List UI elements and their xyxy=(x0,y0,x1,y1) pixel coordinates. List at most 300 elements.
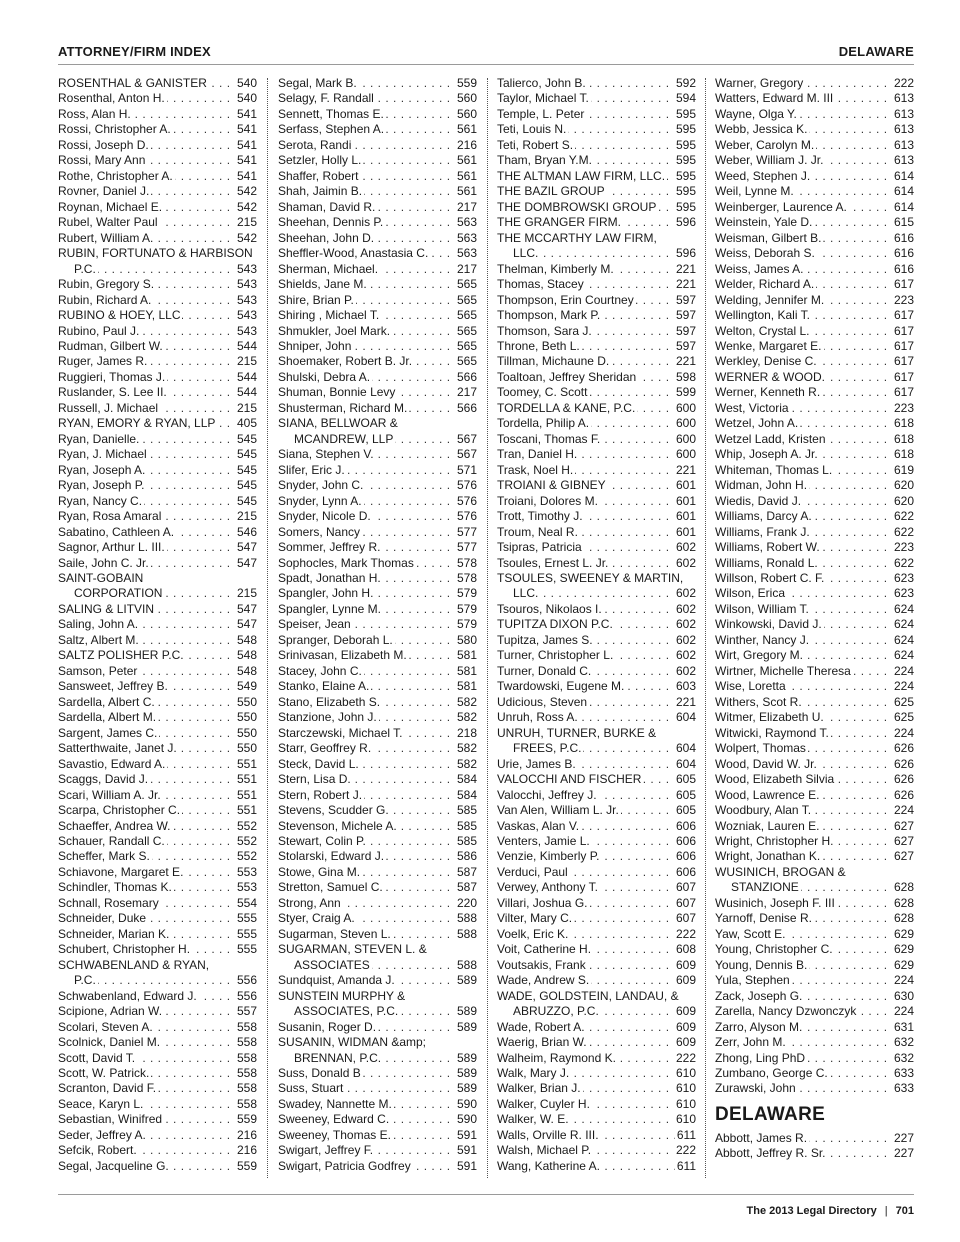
index-entry xyxy=(497,447,696,462)
index-entry xyxy=(278,757,477,772)
entry-page-number: 597 xyxy=(675,308,696,323)
entry-name: Wright, Christopher H. xyxy=(715,833,834,848)
entry-page-number: 606 xyxy=(675,849,696,864)
index-entry xyxy=(715,246,914,261)
entry-page-number: 611 xyxy=(676,1127,696,1142)
entry-name: Ross, Alan H. xyxy=(58,106,131,121)
entry-page-number: 560 xyxy=(456,91,477,106)
entry-name: Valocchi, Jeffrey J. xyxy=(497,787,597,802)
entry-page-number: 224 xyxy=(893,663,914,678)
index-entry xyxy=(58,695,257,710)
entry-page-number: 552 xyxy=(236,849,257,864)
entry-name: Thomas, Stacey xyxy=(497,277,584,292)
index-entry xyxy=(58,91,257,106)
entry-name: STANZIONE xyxy=(715,880,801,894)
entry-page-number: 215 xyxy=(236,586,257,601)
entry-page-number: 595 xyxy=(675,199,696,214)
index-entry xyxy=(278,277,477,292)
entry-page-number: 558 xyxy=(236,1019,257,1034)
entry-page-number: 600 xyxy=(675,447,696,462)
entry-page-number: 627 xyxy=(893,849,914,864)
index-entry xyxy=(278,648,477,663)
index-entry xyxy=(278,169,477,184)
index-entry xyxy=(497,695,696,710)
entry-name: Wise, Loretta xyxy=(715,679,786,694)
entry-page-number: 590 xyxy=(456,1096,477,1111)
entry-name: Spangler, John H. xyxy=(278,586,374,601)
entry-name: Wright, Jonathan K. xyxy=(715,849,821,864)
entry-name: Ryan, Rosa Amaral xyxy=(58,509,162,524)
index-entry xyxy=(278,1097,477,1112)
entry-name: Weber, William J. Jr. xyxy=(715,153,824,168)
index-entry xyxy=(715,1004,914,1019)
entry-name: Sweeney, Edward C. xyxy=(278,1112,390,1127)
index-entry xyxy=(497,525,696,540)
entry-name: Starr, Geoffrey R. xyxy=(278,741,372,756)
entry-name: Wayne, Olga Y. xyxy=(715,106,797,121)
index-entry xyxy=(278,849,477,864)
entry-page-number: 616 xyxy=(893,261,914,276)
entry-name: Rudman, Gilbert W. xyxy=(58,338,163,353)
index-entry xyxy=(278,695,477,710)
entry-name: TSOULES, SWEENEY & MARTIN, xyxy=(497,571,684,585)
index-title: ATTORNEY/FIRM INDEX xyxy=(58,44,211,59)
entry-page-number: 622 xyxy=(893,509,914,524)
entry-name: Slifer, Eric J. xyxy=(278,462,345,477)
index-entry xyxy=(497,896,696,911)
entry-name: BRENNAN, P.C. xyxy=(278,1051,383,1065)
entry-name: Weiss, Deborah S. xyxy=(715,246,815,261)
entry-page-number: 222 xyxy=(893,76,914,90)
entry-name: SAINT-GOBAIN xyxy=(58,571,144,585)
entry-name: Thomson, Sara J. xyxy=(497,323,592,338)
entry-name: Srinivasan, Elizabeth M. xyxy=(278,648,407,663)
entry-name: Sundquist, Amanda J. xyxy=(278,973,395,988)
entry-page-number: 224 xyxy=(893,1004,914,1019)
entry-name: Scarpa, Christopher C. xyxy=(58,803,181,818)
index-entry xyxy=(58,942,257,957)
entry-page-number: 577 xyxy=(456,540,477,555)
entry-name: Warner, Gregory xyxy=(715,76,804,90)
entry-name: Saile, John C. Jr. xyxy=(58,555,149,570)
entry-name: Segal, Mark B. xyxy=(278,76,357,90)
entry-name: Roynan, Michael E. xyxy=(58,199,163,214)
index-entry xyxy=(715,138,914,153)
index-entry xyxy=(278,416,477,431)
entry-name: Throne, Beth L. xyxy=(497,338,580,353)
index-entry xyxy=(58,710,257,725)
entry-page-number: 626 xyxy=(893,787,914,802)
entry-name: Scheffer, Mark S. xyxy=(58,849,150,864)
entry-name: Speiser, Jean xyxy=(278,617,351,632)
entry-page-number: 614 xyxy=(893,199,914,214)
entry-name: Stowe, Gina M. xyxy=(278,864,361,879)
index-entry xyxy=(497,664,696,679)
entry-name: ASSOCIATES xyxy=(278,958,372,972)
entry-page-number: 581 xyxy=(456,648,477,663)
index-entry xyxy=(497,880,696,895)
index-entry xyxy=(278,989,477,1004)
entry-name: Young, Christopher C. xyxy=(715,942,833,957)
entry-page-number: 549 xyxy=(236,679,257,694)
entry-page-number: 585 xyxy=(456,818,477,833)
entry-page-number: 605 xyxy=(675,803,696,818)
index-entry xyxy=(278,432,477,447)
entry-page-number: 582 xyxy=(456,694,477,709)
entry-name: Scari, William A. Jr. xyxy=(58,787,161,802)
entry-page-number: 601 xyxy=(675,478,696,493)
entry-page-number: 622 xyxy=(893,524,914,539)
entry-page-number: 589 xyxy=(456,1066,477,1080)
entry-name: Sheehan, John D. xyxy=(278,230,375,245)
entry-page-number: 544 xyxy=(236,338,257,353)
entry-name: LLC. xyxy=(497,586,540,600)
entry-name: Wetzel, John A. xyxy=(715,416,799,431)
entry-page-number: 566 xyxy=(456,369,477,384)
entry-name: RYAN, EMORY & RYAN, LLP xyxy=(58,416,216,431)
entry-name: Somers, Nancy xyxy=(278,524,361,539)
entry-page-number: 613 xyxy=(893,106,914,121)
entry-page-number: 556 xyxy=(236,973,257,988)
entry-name: VALOCCHI AND FISCHER xyxy=(497,772,642,787)
entry-name: Williams, Robert W. xyxy=(715,540,820,555)
entry-page-number: 551 xyxy=(236,803,257,818)
entry-page-number: 609 xyxy=(675,1019,696,1034)
entry-name: Yaw, Scott E. xyxy=(715,926,786,941)
index-entry xyxy=(278,76,477,91)
entry-name: Williams, Darcy A. xyxy=(715,509,812,524)
entry-name: Welder, Richard A. xyxy=(715,277,815,292)
entry-page-number: 629 xyxy=(893,942,914,957)
index-entry xyxy=(497,370,696,385)
index-entry xyxy=(497,834,696,849)
entry-name: Williams, Ronald L. xyxy=(715,555,818,570)
entry-name: Temple, L. Peter xyxy=(497,106,585,121)
index-entry xyxy=(278,679,477,694)
entry-page-number: 217 xyxy=(456,261,477,276)
entry-page-number: 623 xyxy=(893,571,914,585)
index-entry xyxy=(715,494,914,509)
index-entry xyxy=(278,1035,477,1050)
entry-name: Schnall, Rosemary xyxy=(58,895,159,910)
entry-name: Waerig, Brian W. xyxy=(497,1035,587,1050)
index-entry xyxy=(278,401,477,416)
entry-page-number: 576 xyxy=(456,509,477,524)
entry-name: Swigart, Jeffrey F. xyxy=(278,1143,374,1158)
entry-page-number: 626 xyxy=(893,772,914,787)
index-entry xyxy=(278,339,477,354)
entry-page-number: 215 xyxy=(236,354,257,369)
entry-page-number: 595 xyxy=(675,122,696,137)
index-entry xyxy=(715,215,914,230)
index-entry xyxy=(715,91,914,106)
entry-name: Zerr, John M. xyxy=(715,1035,786,1050)
index-entry xyxy=(497,308,696,323)
entry-page-number: 614 xyxy=(893,184,914,199)
index-entry xyxy=(497,958,696,973)
index-entry xyxy=(497,865,696,880)
entry-page-number: 223 xyxy=(893,292,914,307)
entry-name: Saling, John A. xyxy=(58,617,139,632)
index-entry xyxy=(58,1159,257,1174)
entry-page-number: 624 xyxy=(893,648,914,663)
index-entry xyxy=(497,633,696,648)
index-entry xyxy=(278,834,477,849)
index-entry xyxy=(58,1051,257,1066)
index-entry xyxy=(278,1066,477,1081)
index-entry xyxy=(278,1112,477,1127)
index-entry xyxy=(58,308,257,323)
entry-name: Stolarski, Edward J. xyxy=(278,849,385,864)
entry-page-number: 589 xyxy=(456,973,477,988)
entry-name: SALING & LITVIN xyxy=(58,601,155,616)
index-entry xyxy=(58,741,257,756)
index-entry xyxy=(278,1143,477,1158)
entry-name: Sheehan, Dennis P. xyxy=(278,215,384,230)
entry-page-number: 607 xyxy=(675,880,696,895)
entry-name: Troum, Neal R. xyxy=(497,524,578,539)
index-entry xyxy=(715,385,914,400)
index-entry xyxy=(58,927,257,942)
index-entry xyxy=(58,880,257,895)
entry-page-number: 587 xyxy=(456,880,477,895)
index-entry xyxy=(278,942,477,957)
index-entry xyxy=(715,648,914,663)
entry-page-number: 555 xyxy=(236,926,257,941)
entry-page-number: 610 xyxy=(675,1096,696,1111)
index-entry xyxy=(58,726,257,741)
entry-name: SALTZ POLISHER P.C. xyxy=(58,648,184,663)
index-entry xyxy=(715,370,914,385)
entry-page-number: 541 xyxy=(236,153,257,168)
entry-name: Teti, Louis N. xyxy=(497,122,567,137)
index-entry xyxy=(715,339,914,354)
index-entry xyxy=(58,803,257,818)
entry-page-number: 557 xyxy=(236,1004,257,1019)
entry-page-number: 610 xyxy=(675,1081,696,1096)
entry-page-number: 589 xyxy=(456,1050,477,1065)
entry-page-number: 585 xyxy=(456,803,477,818)
entry-name: Rossi, Mary Ann xyxy=(58,153,146,168)
entry-name: Verduci, Paul xyxy=(497,864,568,879)
index-entry xyxy=(497,648,696,663)
entry-name: Steck, David L. xyxy=(278,756,359,771)
entry-name: Verwey, Anthony T. xyxy=(497,880,598,895)
entry-name: WUSINICH, BROGAN & xyxy=(715,864,846,879)
index-entry xyxy=(278,664,477,679)
entry-name: Serfass, Stephen A. xyxy=(278,122,385,137)
entry-name: Sansweet, Jeffrey B. xyxy=(58,679,168,694)
index-entry xyxy=(58,648,257,663)
index-entry xyxy=(715,200,914,215)
entry-page-number: 543 xyxy=(236,292,257,307)
entry-name: THE BAZIL GROUP xyxy=(497,184,605,199)
entry-name: Urie, James B. xyxy=(497,756,576,771)
entry-name: RUBINO & HOEY, LLC xyxy=(58,308,181,323)
entry-name: Sommer, Jeffrey R. xyxy=(278,540,381,555)
entry-name: Troiani, Dolores M. xyxy=(497,493,598,508)
entry-name: Sherman, Michael. xyxy=(278,261,379,276)
entry-page-number: 220 xyxy=(456,895,477,910)
entry-page-number: 548 xyxy=(236,663,257,678)
entry-name: ROSENTHAL & GANISTER xyxy=(58,76,207,90)
index-entry xyxy=(715,122,914,137)
index-entry xyxy=(58,1066,257,1081)
entry-name: Werner, Kenneth R. xyxy=(715,385,821,400)
entry-name: Thompson, Mark P. xyxy=(497,308,601,323)
entry-page-number: 223 xyxy=(893,540,914,555)
index-entry xyxy=(497,231,696,246)
entry-name: Snyder, Nicole D. xyxy=(278,509,371,524)
entry-name: Turner, Christopher L. xyxy=(497,648,614,663)
entry-page-number: 556 xyxy=(236,988,257,1003)
index-entry xyxy=(497,989,696,1004)
entry-name: Setzler, Holly L. xyxy=(278,153,362,168)
index-entry xyxy=(278,1081,477,1096)
entry-page-number: 628 xyxy=(893,911,914,926)
entry-page-number: 606 xyxy=(675,864,696,879)
entry-page-number: 542 xyxy=(236,184,257,199)
index-entry xyxy=(58,1020,257,1035)
entry-name: Zarella, Nancy Dzwonczyk xyxy=(715,1004,857,1019)
entry-name: Yarnoff, Denise R. xyxy=(715,911,812,926)
entry-name: Witmer, Elizabeth U. xyxy=(715,710,824,725)
entry-name: Ruggieri, Thomas J. xyxy=(58,369,166,384)
index-entry xyxy=(278,385,477,400)
entry-page-number: 582 xyxy=(456,710,477,725)
entry-name: Styer, Craig A. xyxy=(278,911,355,926)
index-entry xyxy=(58,447,257,462)
entry-page-number: 617 xyxy=(893,369,914,384)
index-entry xyxy=(58,679,257,694)
entry-page-number: 543 xyxy=(236,277,257,292)
index-entry xyxy=(497,556,696,571)
index-entry xyxy=(497,927,696,942)
entry-page-number: 617 xyxy=(893,385,914,400)
entry-page-number: 617 xyxy=(893,323,914,338)
index-entry xyxy=(497,246,696,261)
entry-page-number: 603 xyxy=(675,679,696,694)
entry-name: Shuman, Bonnie Levy xyxy=(278,385,396,400)
entry-page-number: 595 xyxy=(675,184,696,199)
entry-name: THE GRANGER FIRM. xyxy=(497,215,622,230)
index-entry xyxy=(58,138,257,153)
entry-name: Ryan, J. Michael xyxy=(58,447,147,462)
entry-page-number: 605 xyxy=(675,787,696,802)
index-entry xyxy=(715,293,914,308)
entry-page-number: 224 xyxy=(893,725,914,740)
entry-name: Walker, Brian J. xyxy=(497,1081,581,1096)
entry-page-number: 580 xyxy=(456,632,477,647)
entry-name: Suss, Stuart xyxy=(278,1081,344,1096)
index-entry xyxy=(58,602,257,617)
entry-name: Starczewski, Michael T. xyxy=(278,725,403,740)
index-entry xyxy=(715,277,914,292)
index-entry xyxy=(715,324,914,339)
entry-name: Whiteman, Thomas L. xyxy=(715,462,833,477)
entry-page-number: 631 xyxy=(893,1019,914,1034)
entry-name: Shaman, David R. xyxy=(278,199,376,214)
index-entry xyxy=(497,478,696,493)
entry-name: Tsipras, Patricia xyxy=(497,540,582,555)
index-entry xyxy=(715,525,914,540)
entry-name: Taylor, Michael T. xyxy=(497,91,589,106)
entry-page-number: 553 xyxy=(236,864,257,879)
index-entry xyxy=(497,169,696,184)
index-entry xyxy=(58,153,257,168)
entry-page-number: 540 xyxy=(236,76,257,90)
entry-page-number: 559 xyxy=(456,76,477,90)
index-entry xyxy=(715,1051,914,1066)
entry-page-number: 609 xyxy=(675,1004,696,1019)
index-entry xyxy=(715,602,914,617)
index-entry xyxy=(278,927,477,942)
index-entry xyxy=(58,633,257,648)
entry-name: Shusterman, Richard M. xyxy=(278,400,408,415)
entry-name: Zurawski, John xyxy=(715,1081,796,1096)
entry-page-number: 565 xyxy=(456,338,477,353)
entry-name: ABRUZZO, P.C. xyxy=(497,1004,601,1018)
index-entry xyxy=(278,525,477,540)
index-entry xyxy=(58,586,257,601)
index-entry xyxy=(278,509,477,524)
entry-name: Satterthwaite, Janet J. xyxy=(58,741,177,756)
index-entry xyxy=(278,726,477,741)
entry-name: Snyder, John C. xyxy=(278,478,364,493)
entry-page-number: 602 xyxy=(675,663,696,678)
entry-page-number: 608 xyxy=(675,942,696,957)
entry-page-number: 620 xyxy=(893,493,914,508)
entry-name: Schindler, Thomas K. xyxy=(58,880,172,895)
entry-page-number: 224 xyxy=(893,973,914,988)
index-entry xyxy=(497,1020,696,1035)
entry-page-number: 565 xyxy=(456,354,477,369)
index-entry xyxy=(58,478,257,493)
entry-name: Stevenson, Michele A. xyxy=(278,818,397,833)
entry-page-number: 607 xyxy=(675,895,696,910)
entry-name: Winkowski, David J. xyxy=(715,617,822,632)
index-entry xyxy=(715,76,914,91)
entry-name: Scolari, Steven A. xyxy=(58,1019,153,1034)
entry-page-number: 628 xyxy=(893,895,914,910)
entry-name: Wusinich, Joseph F. III xyxy=(715,895,835,910)
entry-name: Zumbano, George C. xyxy=(715,1066,828,1080)
entry-page-number: 541 xyxy=(236,137,257,152)
entry-page-number: 624 xyxy=(893,632,914,647)
entry-page-number: 625 xyxy=(893,710,914,725)
entry-name: Wood, Elizabeth Silvia xyxy=(715,772,835,787)
index-entry xyxy=(497,138,696,153)
index-entry xyxy=(497,803,696,818)
column-divider xyxy=(267,78,268,1178)
entry-name: Stevens, Scudder G. xyxy=(278,803,389,818)
entry-name: Segal, Jacqueline G. xyxy=(58,1158,169,1173)
entry-name: WADE, GOLDSTEIN, LANDAU, & xyxy=(497,988,679,1003)
entry-page-number: 558 xyxy=(236,1096,257,1111)
entry-name: Rothe, Christopher A. xyxy=(58,168,173,183)
entry-page-number: 576 xyxy=(456,493,477,508)
index-entry xyxy=(715,540,914,555)
index-entry xyxy=(278,308,477,323)
entry-name: Tillman, Michaune D. xyxy=(497,354,610,369)
entry-page-number: 602 xyxy=(675,648,696,663)
entry-name: Shaffer, Robert xyxy=(278,168,359,183)
entry-name: Swigart, Patricia Godfrey xyxy=(278,1158,411,1173)
index-entry xyxy=(497,153,696,168)
entry-page-number: 227 xyxy=(893,1146,914,1161)
index-entry xyxy=(58,525,257,540)
index-entry xyxy=(715,262,914,277)
